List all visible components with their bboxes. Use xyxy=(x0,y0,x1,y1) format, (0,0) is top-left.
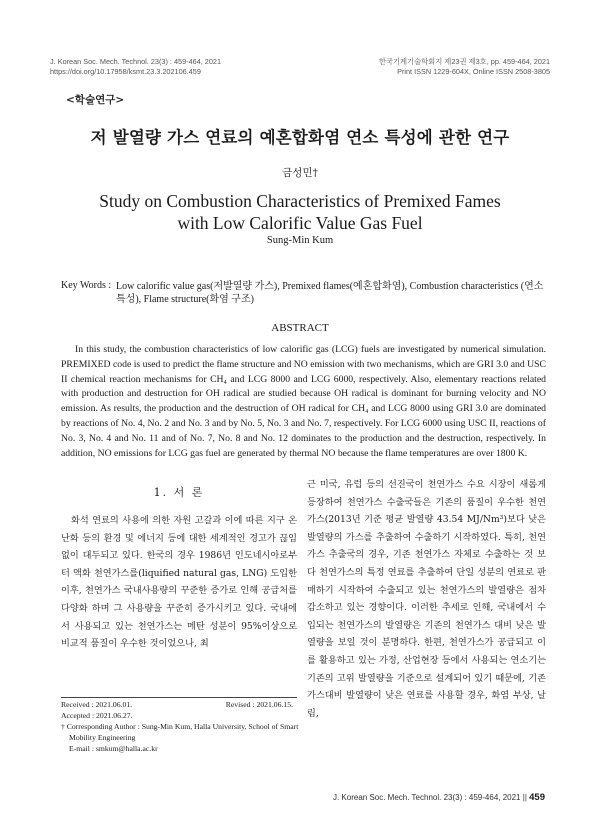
page-number: 459 xyxy=(529,792,545,803)
journal-header-right xyxy=(379,57,550,77)
citation-line: J. Korean Soc. Mech. Technol. 23(3) : 459-464, 2021 xyxy=(50,57,222,66)
issn-line: Print ISSN 1229-604X, Online ISSN 2508-3805 xyxy=(397,67,550,76)
accepted-date: Accepted : 2021.06.27. xyxy=(61,711,133,720)
received-date xyxy=(61,700,297,711)
english-title-line-2: with Low Calorific Value Gas Fuel xyxy=(177,213,423,233)
doi-link[interactable]: https://doi.org/10.17958/ksmt.23.3.202106.459 xyxy=(50,67,201,76)
footer-journal: J. Korean Soc. Mech. Technol. 23(3) : 459-464, 2021 xyxy=(332,793,521,802)
section-heading-introduction: 1. 서 론 xyxy=(153,486,205,499)
footnote-divider xyxy=(61,697,297,698)
english-title-line-1: Study on Combustion Characteristics of Premixed Fames xyxy=(99,191,501,211)
revised-date: Revised : 2021.06.15. xyxy=(225,700,293,709)
keywords-text: Low calorific value gas(저발열량 가스), Premixed flames(예혼합화염), Combustion characteristics (연소 특성), Flame structure(화염 구조) xyxy=(116,281,544,306)
footer-separator: || xyxy=(522,793,527,802)
corresponding-author-note: † Corresponding Author : Sung-Min Kum, Halla University, School of Smart Mobility Engineering xyxy=(61,722,299,742)
abstract-body: In this study, the combustion characteristics of low calorific gas (LCG) fuels are investigated by numerical simulation. PREMIXED code is used to predict the flame structure and NO emission with two mechanisms, which are GRI 3.0 and USC II chemical reaction mechanisms for CH₄ and LCG 8000 and LCG 6000, respectively. Also, elementary reactions related with production and destruction for OH radical are studied because OH radical is dominant for burning velocity and NO emission. As results, the production and the destruction of OH radical for CH₄ and LCG 8000 using GRI 3.0 are dominated by reactions of No. 4, No. 2 and No. 3 and by No. 5, No. 3 and No. 7, respectively. For LCG 6000 using USC II, reactions of No. 3, No. 4 and No. 11 and of No. 7, No. 8 and No. 12 dominates to the production and the destruction, respectively. In addition, NO emissions for LCG gas fuel are generated by thermal NO because the flame temperatures are over 1800 K. xyxy=(61,344,546,459)
intro-right-column: 근 미국, 유럽 등의 선진국이 천연가스 수요 시장이 새롭게 등장하여 천연가스 수출국들은 기존의 품질이 우수한 천연가스(2013년 기준 평균 발열량 43.54 MJ/Nm³)보다 낮은 발열량의 가스를 추출하여 수출하기 시작하였다. 특히, 천연가스 추출국의 경우, 기존 천연가스 자체로 수출하는 것 보다 천연가스의 특정 연료를 추출하여 단일 성분의 연료로 판매하기 시작하여 수출되고 있는 천연가스의 발열량은 점차 감소하고 있는 경향이다. 이러한 추세로 인해, 국내에서 수입되는 천연가스의 발열량은 기존의 천연가스 대비 낮은 발열량을 보일 것이 분명하다. 한편, 천연가스가 공급되고 이를 활용하고 있는 가정, 산업현장 등에서 사용되는 연소기는 기존의 고위 발열량을 기준으로 설계되어 있기 때문에, 기존 가스대비 발열량이 낮은 연료를 사용할 경우, 화염 부상, 날림, xyxy=(307,479,546,719)
english-title xyxy=(0,190,600,234)
korean-author: 금성민† xyxy=(282,167,318,179)
journal-header-left xyxy=(50,57,221,77)
korean-title: 저 발열량 가스 연료의 예혼합화염 연소 특성에 관한 연구 xyxy=(90,128,510,147)
korean-citation-line: 한국기계기술학회지 제23권 제3호, pp. 459-464, 2021 xyxy=(378,57,550,66)
article-category: <학술연구> xyxy=(66,94,125,106)
keywords-label: Key Words : xyxy=(61,280,112,291)
intro-left-column: 화석 연료의 사용에 의한 자원 고갈과 이에 따른 지구 온난화 등의 환경 및 에너지 등에 대한 세계적인 경고가 끊임없이 대두되고 있다. 한국의 경우 1986년 인도네시아로부터 액화 천연가스를(liquified natural gas, LNG) 도입한 이후, 천연가스 국내사용량의 꾸준한 증가로 인해 공급처를 다양화 하며 그 사용량을 꾸준히 증가시키고 있다. 국내에서 사용되고 있는 천연가스는 메탄 성분이 95%이상으로 비교적 품질이 우수한 것이었으나, 최 xyxy=(61,515,297,650)
abstract-heading: ABSTRACT xyxy=(271,322,329,334)
author-email[interactable]: E-mail : smkum@halla.ac.kr xyxy=(69,744,158,753)
received-label: Received : 2021.06.01. xyxy=(61,700,133,709)
english-author: Sung-Min Kum xyxy=(266,235,334,246)
page-footer xyxy=(333,792,545,803)
